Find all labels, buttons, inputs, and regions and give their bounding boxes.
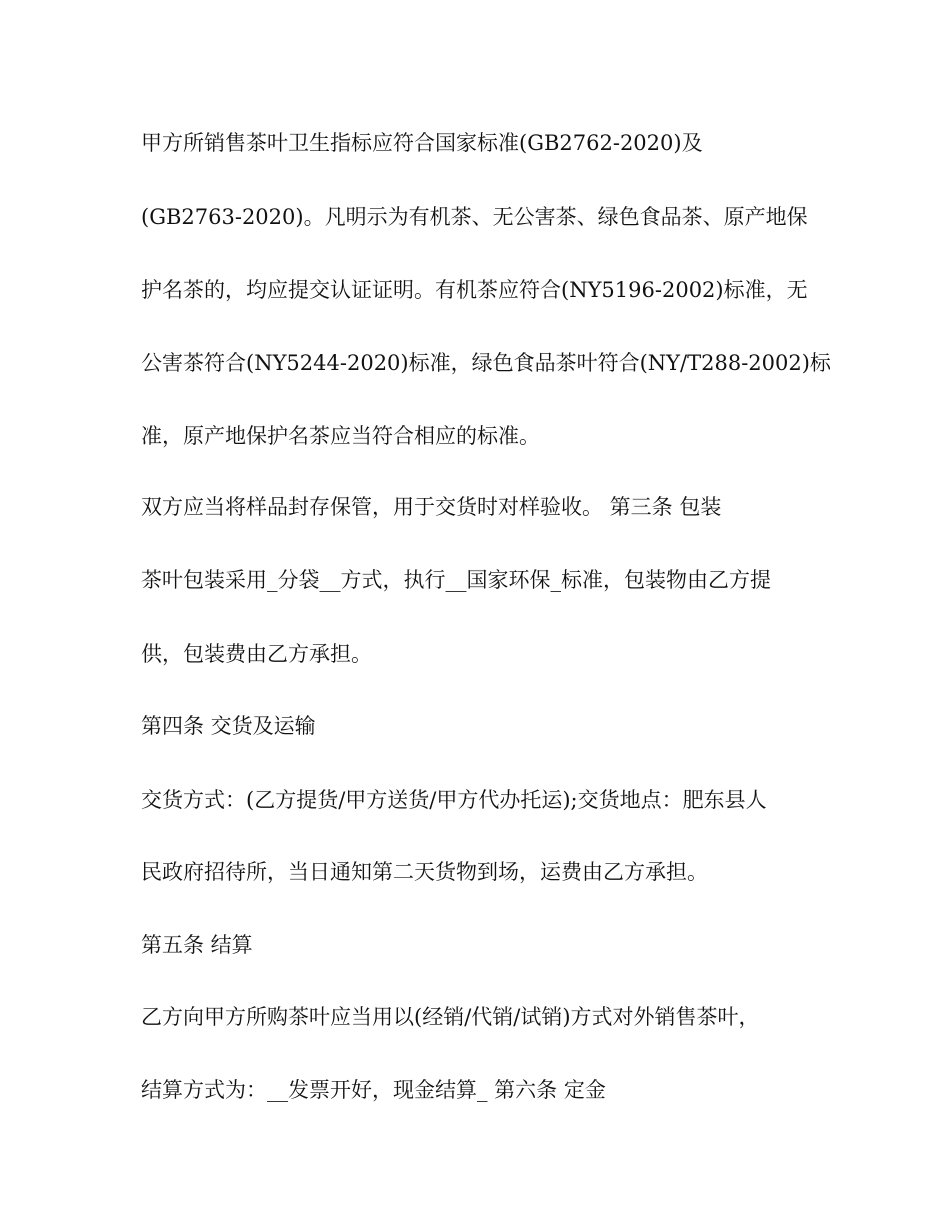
paragraph-line: 交货方式：(乙方提货/甲方送货/甲方代办托运);交货地点：肥东县人 <box>141 788 767 812</box>
section-heading: 第五条 结算 <box>141 933 253 957</box>
section-heading: 第四条 交货及运输 <box>141 714 316 738</box>
paragraph-line: 结算方式为：__发票开好，现金结算_ 第六条 定金 <box>141 1078 606 1102</box>
paragraph-line: 民政府招待所，当日通知第二天货物到场，运费由乙方承担。 <box>141 860 708 884</box>
paragraph-line: 准，原产地保护名茶应当符合相应的标准。 <box>141 424 540 448</box>
paragraph-line: 供，包装费由乙方承担。 <box>141 642 372 666</box>
paragraph-line: 茶叶包装采用_分袋__方式，执行__国家环保_标准，包装物由乙方提 <box>141 568 771 592</box>
paragraph-line: 甲方所销售茶叶卫生指标应符合国家标准(GB2762-2020)及 <box>141 131 703 155</box>
paragraph-line: 双方应当将样品封存保管，用于交货时对样验收。 第三条 包装 <box>141 495 722 519</box>
paragraph-line: 护名茶的，均应提交认证证明。有机茶应符合(NY5196-2002)标准，无 <box>141 278 808 302</box>
paragraph-line: 公害茶符合(NY5244-2020)标准，绿色食品茶叶符合(NY/T288-2002)标 <box>141 351 831 375</box>
paragraph-line: (GB2763-2020)。凡明示为有机茶、无公害茶、绿色食品茶、原产地保 <box>141 205 808 229</box>
paragraph-line: 乙方向甲方所购茶叶应当用以(经销/代销/试销)方式对外销售茶叶， <box>141 1005 760 1029</box>
